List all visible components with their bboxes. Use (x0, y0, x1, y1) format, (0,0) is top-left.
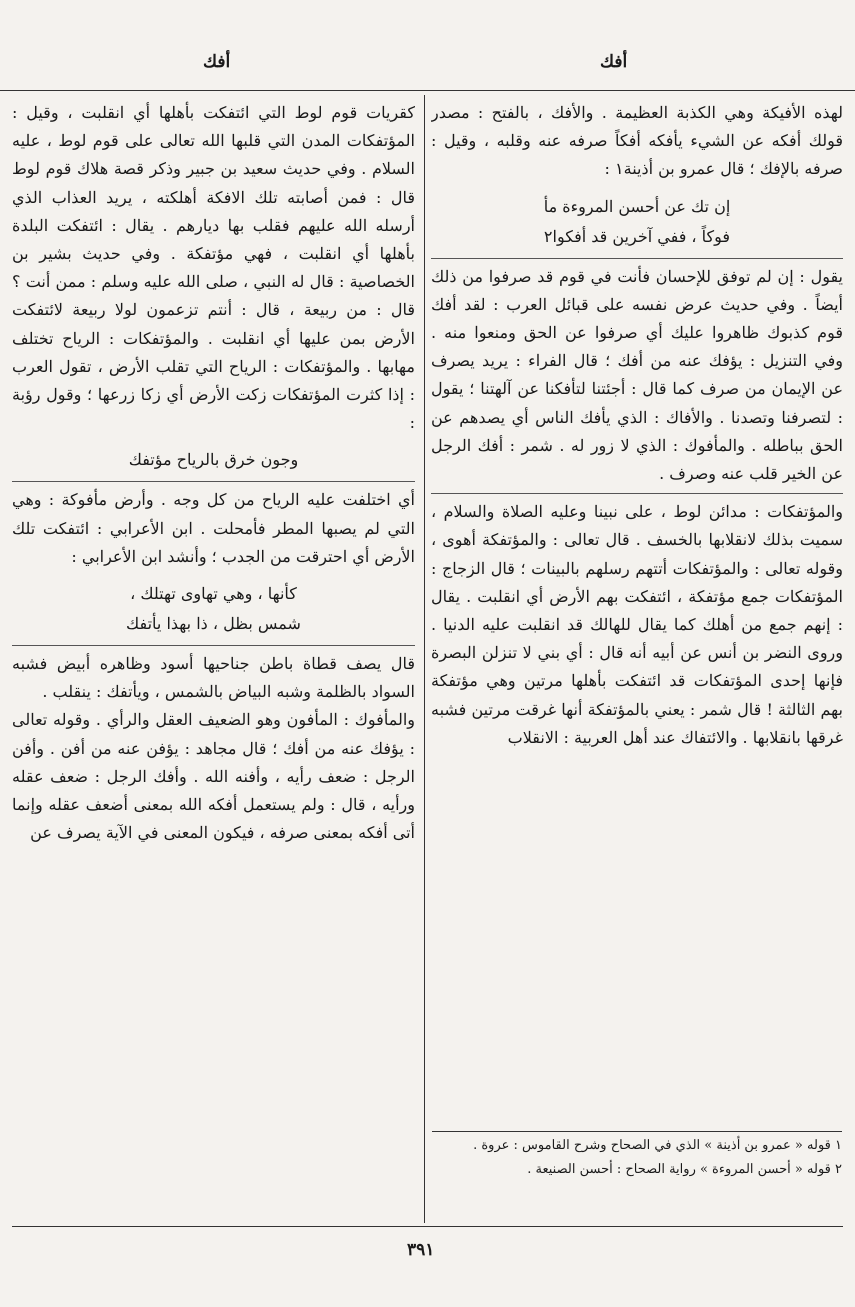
left-paragraph-1: كقريات قوم لوط التي ائتفكت بأهلها أي انقلبت ، وقيل : المؤتفكات المدن التي قلبها الله تعالى على قوم لوط ، عليه السلام . وفي حديث سعيد بن جبير وذكر قصة هلاك قوم لوط قال : فمن أصابته تلك الافكة أهلكته ، يريد العذاب الذي أرسله الله عليهم فقلب بها ديارهم . يقال : ائتفكت البلدة بأهلها أي انقلبت ، فهي مؤتفكة . وفي حديث بشير بن الخصاصية : قال له النبي ، صلى الله عليه وسلم : ممن أنت ؟ قال : من ربيعة ، قال : أنتم تزعمون لولا ربيعة لائتفكت الأرض بمن عليها أي انقلبت . والمؤتفكات : الرياح تختلف مهابها . والمؤتفكات : الرياح التي تقلب الأرض ، تقول العرب : إذا كثرت المؤتفكات زكت الأرض أي زكا زرعها ؛ وقول رؤبة : (12, 103, 415, 433)
section-separator (431, 258, 843, 259)
section-separator (12, 481, 415, 482)
left-column (12, 99, 415, 1224)
header-rule (0, 90, 855, 91)
left-paragraph-3: قال يصف قطاة باطن جناحيها أسود وظاهره أبيض فشبه السواد بالظلمة وشبه البياض بالشمس ، ويأتفك : ينقلب . (12, 654, 415, 702)
verse-block-3 (12, 579, 415, 639)
verse-line: فوكاً ، ففي آخرين قد أفكوا٢ (543, 226, 731, 246)
footnote-2: ٢ قوله « أحسن المروءة » رواية الصحاح : أحسن الصنيعة . (527, 1162, 842, 1177)
right-paragraph-2: يقول : إن لم توفق للإحسان فأنت في قوم قد صرفوا من ذلك أيضاً . وفي حديث عرض نفسه على قبائل العرب : لقد أفك قوم كذبوك ظاهروا عليك أي صرفوا عن الحق ومنعوا منه . وفي التنزيل : يؤفك عنه من أفك ؛ قال الفراء : يريد يصرف عن الإيمان من صرف كما قال : أجئتنا لتأفكنا عن آلهتنا ؛ يقول : لتصرفنا وتصدنا . والأفاك : الذي يأفك الناس أي يصدهم عن الحق بباطله . والمأفوك : الذي لا زور له . شمر : أفك الرجل عن الخير قلب عنه وصرف . (431, 266, 843, 484)
section-separator (12, 645, 415, 646)
column-divider (424, 95, 425, 1223)
verse-line: وجون خرق بالرياح مؤتفك (128, 450, 299, 470)
verse-line: كأنها ، وهي تهاوى تهتلك ، (130, 584, 297, 604)
header-keyword-left: أفك (203, 52, 231, 72)
footnotes (432, 1134, 842, 1182)
left-paragraph-2: أي اختلفت عليه الرياح من كل وجه . وأرض مأفوكة : وهي التي لم يصبها المطر فأمحلت . ابن الأعرابي : ائتفكت تلك الأرض أي احترقت من الجدب ؛ وأنشد ابن الأعرابي : (12, 490, 415, 566)
footer-rule (12, 1226, 843, 1227)
right-column (431, 99, 843, 1129)
header-keyword-right: أفك (600, 52, 628, 72)
verse-line: شمس بظل ، ذا بهذا يأتفك (126, 614, 301, 634)
right-paragraph-3: والمؤتفكات : مدائن لوط ، على نبينا وعليه الصلاة والسلام ، سميت بذلك لانقلابها بالخسف . قال تعالى : والمؤتفكة أهوى ، وقوله تعالى : والمؤتفكات أتتهم رسلهم بالبينات ؛ قال الزجاج : المؤتفكات جمع مؤتفكة ، ائتفكت بهم الأرض أي انقلبت . يقال : إنهم جمع من أهلك كما يقال للهالك قد انقلبت عليه الدنيا . وروى النضر بن أنس عن أبيه أنه قال : أي بني لا تنزلن البصرة فإنها إحدى المؤتفكات قد ائتفكت بأهلها مرتين وهي مؤتفكة بهم الثالثة ! قال شمر : يعني بالمؤتفكة أنها غرقت مرتين فشبه غرقها بانقلابها . والائتفاك عند أهل العربية : الانقلاب (431, 502, 843, 747)
footnote-1: ١ قوله « عمرو بن أذينة » الذي في الصحاح وشرح القاموس : عروة . (473, 1138, 842, 1153)
left-paragraph-4: والمأفوك : المأفون وهو الضعيف العقل والرأي . وقوله تعالى : يؤفك عنه من أفك ؛ قال مجاهد : يؤفن عنه من أفن . وأفن الرجل : ضعف رأيه ، وأفنه الله . وأفك الرجل : ضعف عقله ورأيه ، قال : ولم يستعمل أفكه الله بمعنى أضعف عقله وإنما أتى أفكه بمعنى صرفه ، فيكون المعنى في الآية يصرف عن (12, 710, 415, 843)
verse-block-1 (431, 192, 843, 252)
verse-block-2 (12, 445, 415, 475)
page-number: ٣٩١ (407, 1240, 435, 1260)
footnote-rule (432, 1131, 842, 1132)
right-paragraph-1: لهذه الأفيكة وهي الكذبة العظيمة . والأفك ، بالفتح : مصدر قولك أفكه عن الشيء يأفكه أفكاً صرفه عنه وقلبه ، وقيل : صرفه بالإفك ؛ قال عمرو بن أذينة١ : (431, 103, 843, 179)
section-separator (431, 493, 843, 494)
verse-line: إن تك عن أحسن المروءة مأ (543, 196, 731, 216)
